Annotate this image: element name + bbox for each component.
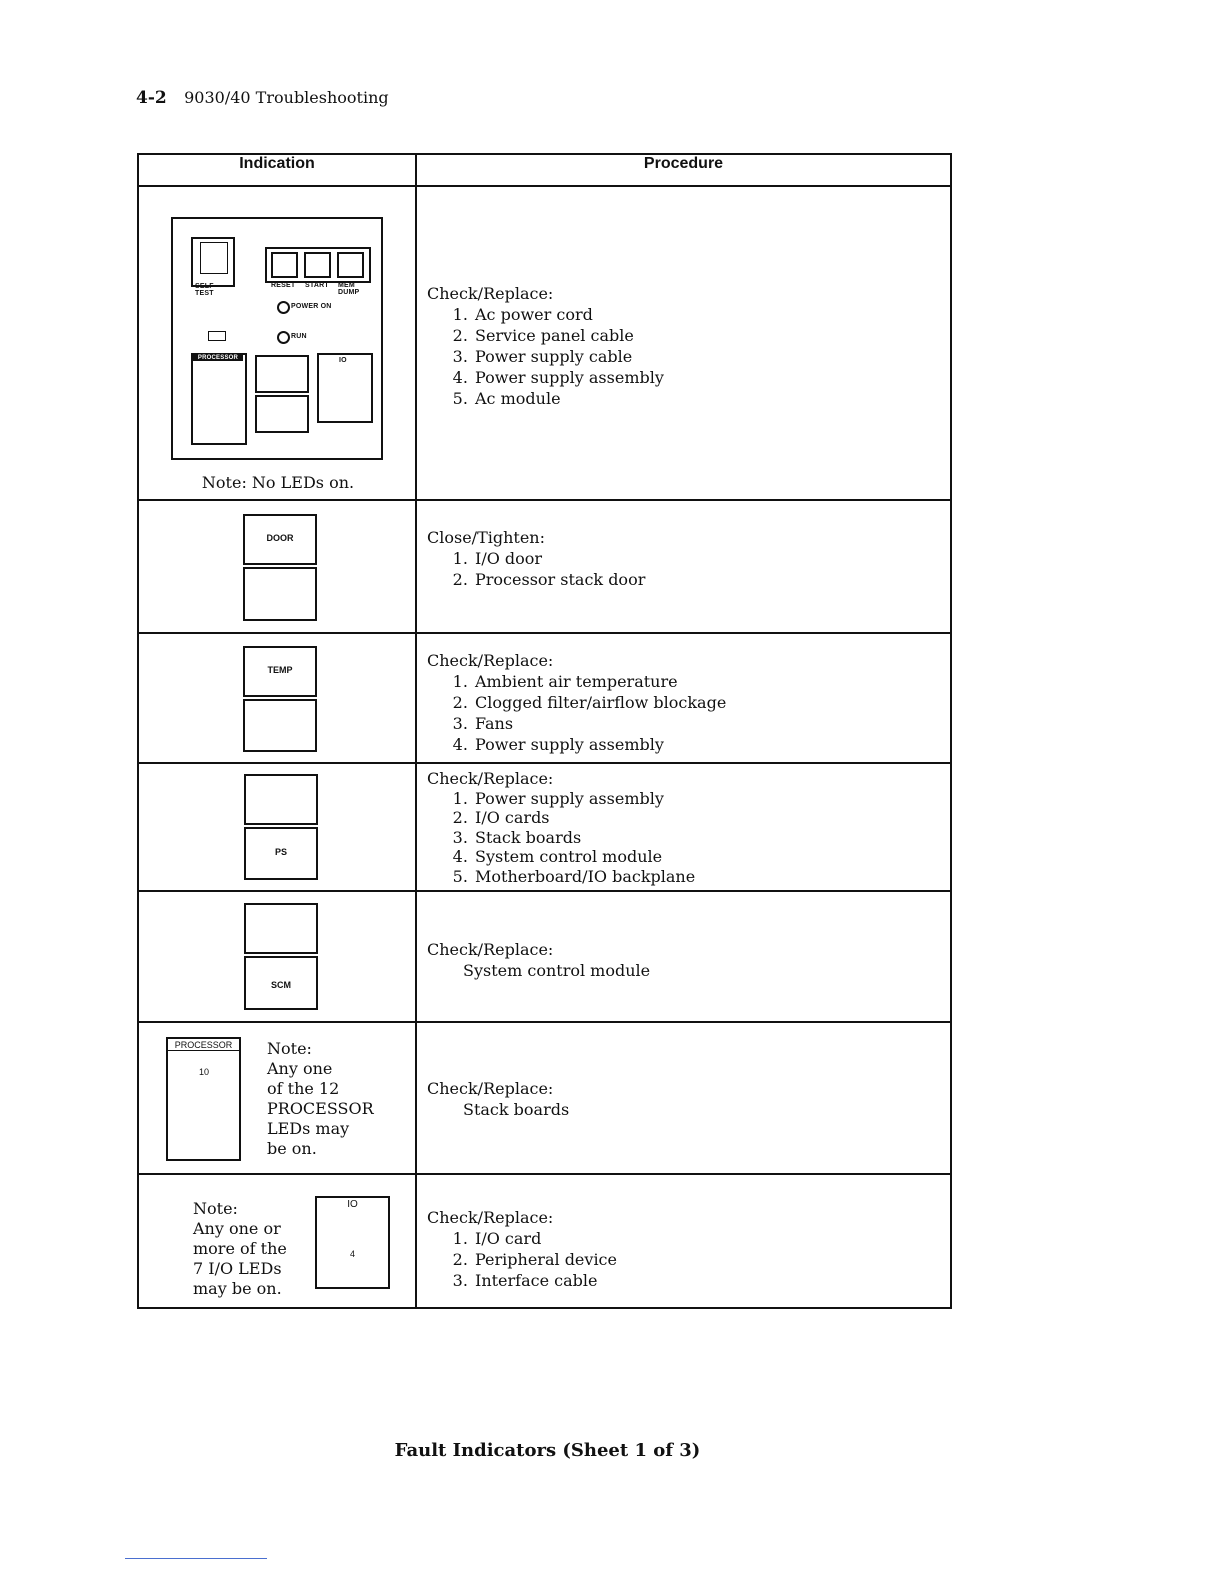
note-line: Any one or [193,1219,281,1238]
list-item: 2. Processor stack door [473,569,950,590]
procedure-item: System control module [463,961,651,980]
list-item: 2. I/O cards [473,808,950,828]
io-note [193,1199,287,1299]
note-line: Note: [267,1039,312,1058]
processor-box-title: PROCESSOR [168,1040,239,1051]
reset-label: RESET [271,282,296,289]
procedure-title: Close/Tighten: [427,528,545,547]
front-panel-diagram [171,217,383,460]
power-on-indicator [277,301,290,314]
note-line: 7 I/O LEDs [193,1259,282,1278]
processor-note [267,1039,374,1159]
power-on-label: POWER ON [291,303,332,310]
indication-cell [138,500,416,633]
list-item: 3. Stack boards [473,828,950,848]
processor-box [166,1037,241,1161]
note-line: Note: [193,1199,238,1218]
list-item: 5. Ac module [473,388,950,409]
processor-box-value: 10 [198,1067,209,1077]
start-button [304,252,331,278]
indication-cell [138,763,416,891]
page-number: 4-2 [136,88,167,108]
note-line: of the 12 [267,1079,340,1098]
note-line: PROCESSOR [267,1099,374,1118]
list-item: 3. Fans [473,713,950,734]
table-row [138,1022,951,1174]
column-header-procedure: Procedure [416,154,951,186]
fault-indicators-table [137,153,952,1309]
note-line: Any one [267,1059,333,1078]
mem-dump-label: MEM DUMP [338,282,360,296]
indication-cell [138,186,416,500]
procedure-title: Check/Replace: [427,284,554,303]
table-row [138,500,951,633]
status-led-upper [255,355,309,393]
procedure-title: Check/Replace: [427,940,554,959]
list-item: 3. Interface cable [473,1270,950,1291]
list-item: 2. Service panel cable [473,325,950,346]
note-line: be on. [267,1139,317,1158]
temp-led-label: TEMP [267,665,293,675]
mem-dump-button [337,252,364,278]
note-line: more of the [193,1239,287,1258]
table-row [138,891,951,1022]
reset-button [271,252,298,278]
indication-cell [138,1022,416,1174]
procedure-title: Check/Replace: [427,1079,554,1098]
indication-cell [138,1174,416,1308]
procedure-cell [416,763,951,891]
procedure-cell [416,500,951,633]
io-label: IO [339,357,347,364]
status-led-lower [255,395,309,433]
blank-led [244,774,318,825]
list-item: 1. I/O door [473,548,950,569]
list-item: 3. Power supply cable [473,346,950,367]
start-label: START [305,282,329,289]
io-box-title: IO [347,1199,358,1210]
table-row [138,186,951,500]
footer-rule [125,1558,267,1559]
table-row [138,1174,951,1308]
page-header [136,88,389,108]
self-test-label: SELF TEST [195,283,214,297]
table-header-row [138,154,951,186]
figure-caption: Fault Indicators (Sheet 1 of 3) [394,1440,701,1461]
processor-panel [191,353,247,445]
list-item: 4. Power supply assembly [473,367,950,388]
note-line: may be on. [193,1279,282,1298]
indication-cell [138,633,416,763]
procedure-title: Check/Replace: [427,1208,554,1227]
procedure-item: Stack boards [463,1100,570,1119]
note-line: LEDs may [267,1119,350,1138]
running-title: 9030/40 Troubleshooting [184,88,389,107]
door-led-label: DOOR [266,533,294,543]
self-test-led [208,331,226,341]
run-indicator [277,331,290,344]
list-item: 1. Ambient air temperature [473,671,950,692]
processor-label: PROCESSOR [193,355,243,361]
list-item: 4. Power supply assembly [473,734,950,755]
list-item: 1. I/O card [473,1228,950,1249]
table-row [138,633,951,763]
list-item: 4. System control module [473,847,950,867]
ps-led-label: PS [274,847,287,857]
procedure-cell [416,891,951,1022]
procedure-cell [416,186,951,500]
blank-led [244,903,318,954]
list-item: 5. Motherboard/IO backplane [473,867,950,887]
blank-led [243,567,317,621]
run-label: RUN [291,333,307,340]
list-item: 2. Clogged filter/airflow blockage [473,692,950,713]
table-row [138,763,951,891]
indication-note: Note: No LEDs on. [201,473,355,492]
procedure-cell [416,1174,951,1308]
io-box-value: 4 [349,1249,355,1259]
procedure-cell [416,1022,951,1174]
procedure-title: Check/Replace: [427,651,554,670]
list-item: 2. Peripheral device [473,1249,950,1270]
list-item: 1. Power supply assembly [473,789,950,809]
list-item: 1. Ac power cord [473,304,950,325]
scm-led-label: SCM [271,980,291,990]
blank-led [243,699,317,752]
column-header-indication: Indication [138,154,416,186]
procedure-title: Check/Replace: [427,769,554,788]
indication-cell [138,891,416,1022]
procedure-cell [416,633,951,763]
